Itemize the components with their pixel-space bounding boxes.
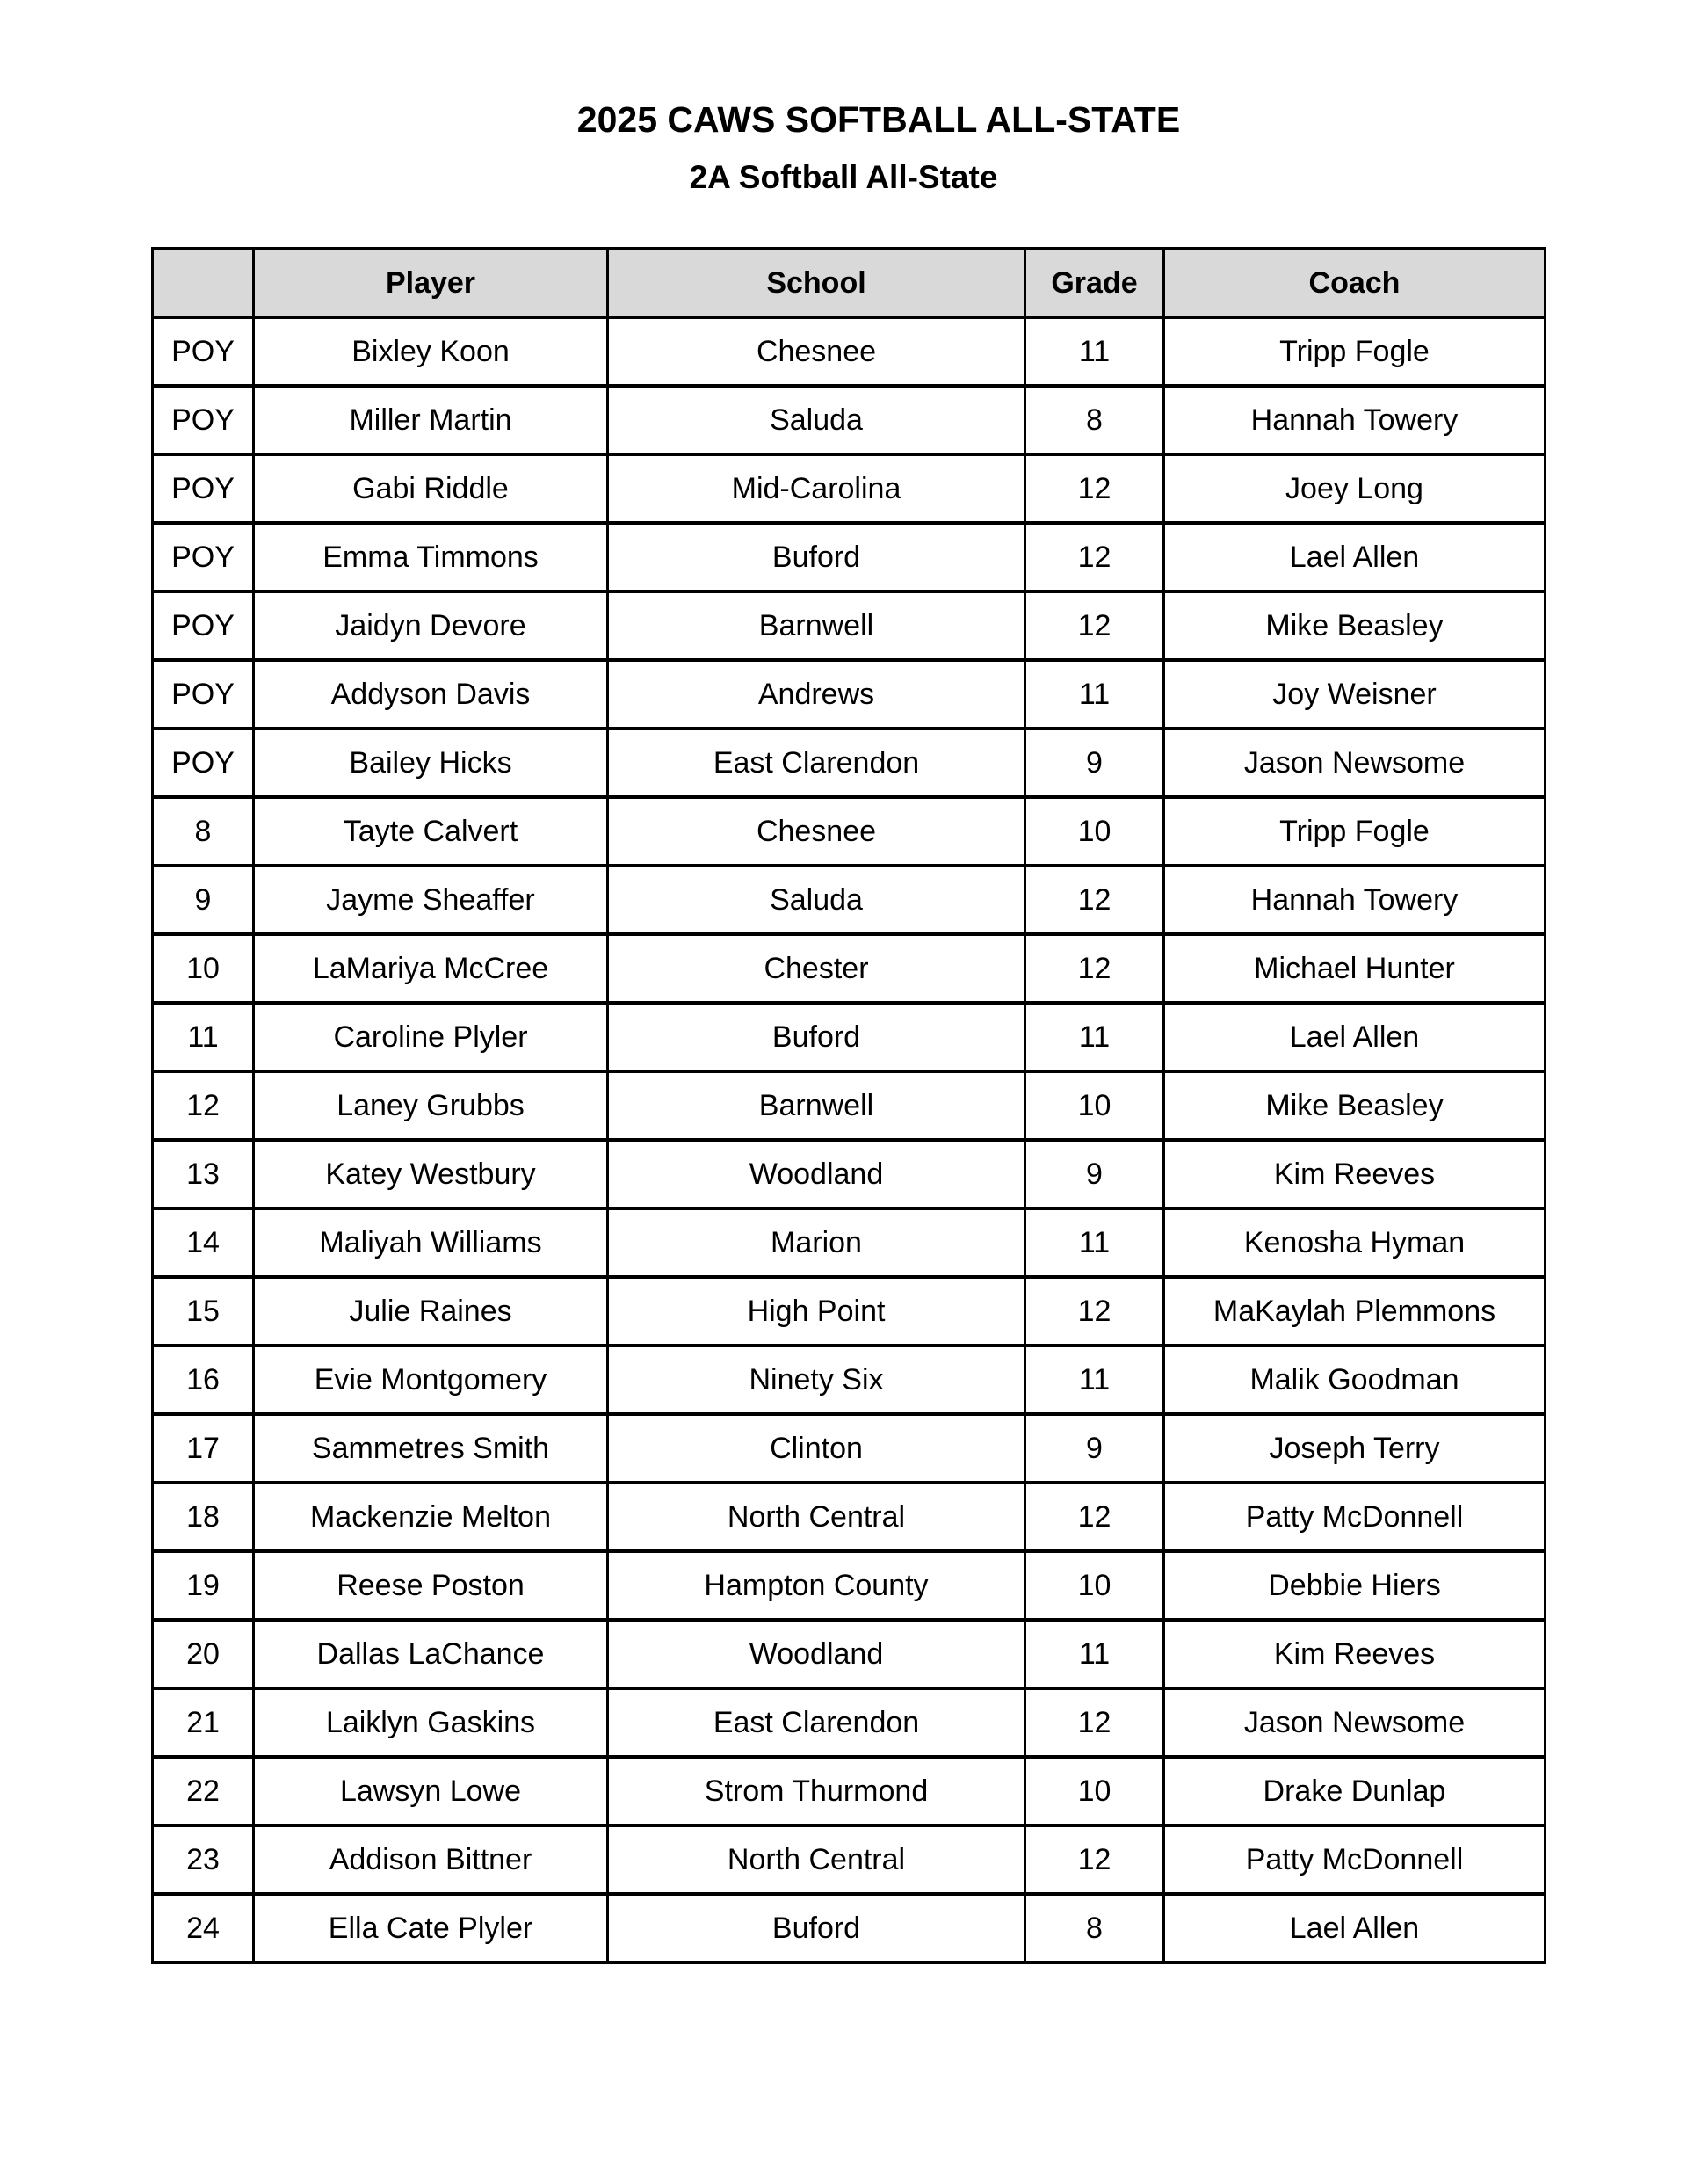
table-row <box>153 386 1546 454</box>
cell-coach: Kenosha Hyman <box>1164 1208 1546 1277</box>
cell-player: Lawsyn Lowe <box>254 1757 608 1825</box>
cell-coach: Mike Beasley <box>1164 1071 1546 1140</box>
cell-rank: 15 <box>153 1277 254 1346</box>
cell-coach: Debbie Hiers <box>1164 1551 1546 1620</box>
cell-player: Julie Raines <box>254 1277 608 1346</box>
cell-coach: Jason Newsome <box>1164 729 1546 797</box>
cell-rank: POY <box>153 454 254 523</box>
cell-grade: 11 <box>1025 317 1164 386</box>
cell-grade: 11 <box>1025 660 1164 729</box>
cell-coach: Joseph Terry <box>1164 1414 1546 1483</box>
cell-player: Tayte Calvert <box>254 797 608 866</box>
cell-rank: 12 <box>153 1071 254 1140</box>
cell-grade: 9 <box>1025 1140 1164 1208</box>
table-row <box>153 1757 1546 1825</box>
page-subtitle: 2A Softball All-State <box>689 159 998 195</box>
cell-grade: 12 <box>1025 591 1164 660</box>
cell-player: Bailey Hicks <box>254 729 608 797</box>
table-row <box>153 454 1546 523</box>
cell-coach: Lael Allen <box>1164 1003 1546 1071</box>
cell-coach: Joy Weisner <box>1164 660 1546 729</box>
cell-player: Evie Montgomery <box>254 1346 608 1414</box>
cell-player: Laney Grubbs <box>254 1071 608 1140</box>
cell-coach: Hannah Towery <box>1164 386 1546 454</box>
cell-school: Strom Thurmond <box>608 1757 1025 1825</box>
header-cell-coach: Coach <box>1164 249 1546 317</box>
cell-player: Maliyah Williams <box>254 1208 608 1277</box>
cell-rank: 18 <box>153 1483 254 1551</box>
table-row <box>153 1346 1546 1414</box>
cell-player: Sammetres Smith <box>254 1414 608 1483</box>
roster-table <box>151 247 1546 1964</box>
cell-grade: 11 <box>1025 1208 1164 1277</box>
cell-player: Dallas LaChance <box>254 1620 608 1688</box>
cell-coach: Tripp Fogle <box>1164 317 1546 386</box>
cell-school: Chesnee <box>608 797 1025 866</box>
cell-school: East Clarendon <box>608 729 1025 797</box>
table-row <box>153 1140 1546 1208</box>
cell-rank: 8 <box>153 797 254 866</box>
cell-rank: 21 <box>153 1688 254 1757</box>
cell-coach: Malik Goodman <box>1164 1346 1546 1414</box>
cell-grade: 12 <box>1025 1688 1164 1757</box>
cell-school: East Clarendon <box>608 1688 1025 1757</box>
table-row <box>153 1414 1546 1483</box>
cell-player: Addison Bittner <box>254 1825 608 1894</box>
cell-coach: Lael Allen <box>1164 523 1546 591</box>
cell-grade: 12 <box>1025 523 1164 591</box>
cell-school: Ninety Six <box>608 1346 1025 1414</box>
cell-rank: 10 <box>153 934 254 1003</box>
header-cell-school: School <box>608 249 1025 317</box>
cell-rank: POY <box>153 729 254 797</box>
cell-school: North Central <box>608 1825 1025 1894</box>
cell-school: Hampton County <box>608 1551 1025 1620</box>
cell-player: Emma Timmons <box>254 523 608 591</box>
cell-coach: Jason Newsome <box>1164 1688 1546 1757</box>
cell-rank: 20 <box>153 1620 254 1688</box>
cell-grade: 11 <box>1025 1620 1164 1688</box>
cell-player: Jayme Sheaffer <box>254 866 608 934</box>
table-row <box>153 591 1546 660</box>
table-row <box>153 1277 1546 1346</box>
cell-rank: POY <box>153 386 254 454</box>
cell-school: Saluda <box>608 866 1025 934</box>
cell-player: Mackenzie Melton <box>254 1483 608 1551</box>
table-row <box>153 1620 1546 1688</box>
cell-school: Buford <box>608 1894 1025 1963</box>
cell-grade: 11 <box>1025 1003 1164 1071</box>
cell-grade: 8 <box>1025 1894 1164 1963</box>
cell-grade: 10 <box>1025 1071 1164 1140</box>
cell-grade: 12 <box>1025 866 1164 934</box>
table-row <box>153 1208 1546 1277</box>
cell-rank: 24 <box>153 1894 254 1963</box>
cell-coach: Joey Long <box>1164 454 1546 523</box>
table-row <box>153 1071 1546 1140</box>
cell-rank: 9 <box>153 866 254 934</box>
cell-rank: 19 <box>153 1551 254 1620</box>
cell-school: North Central <box>608 1483 1025 1551</box>
table-row <box>153 1551 1546 1620</box>
cell-player: Caroline Plyler <box>254 1003 608 1071</box>
cell-grade: 12 <box>1025 934 1164 1003</box>
cell-school: Saluda <box>608 386 1025 454</box>
table-row <box>153 660 1546 729</box>
cell-school: Woodland <box>608 1620 1025 1688</box>
cell-player: Katey Westbury <box>254 1140 608 1208</box>
table-row <box>153 1825 1546 1894</box>
cell-rank: 23 <box>153 1825 254 1894</box>
cell-grade: 10 <box>1025 1757 1164 1825</box>
cell-grade: 10 <box>1025 1551 1164 1620</box>
cell-rank: POY <box>153 523 254 591</box>
cell-grade: 12 <box>1025 1825 1164 1894</box>
cell-coach: Tripp Fogle <box>1164 797 1546 866</box>
cell-coach: Hannah Towery <box>1164 866 1546 934</box>
cell-coach: Patty McDonnell <box>1164 1825 1546 1894</box>
cell-coach: Lael Allen <box>1164 1894 1546 1963</box>
table-row <box>153 866 1546 934</box>
cell-school: High Point <box>608 1277 1025 1346</box>
cell-rank: POY <box>153 591 254 660</box>
cell-school: Marion <box>608 1208 1025 1277</box>
cell-school: Clinton <box>608 1414 1025 1483</box>
page-title: 2025 CAWS SOFTBALL ALL-STATE <box>576 99 1181 140</box>
cell-school: Buford <box>608 523 1025 591</box>
cell-coach: Kim Reeves <box>1164 1620 1546 1688</box>
table-row <box>153 934 1546 1003</box>
cell-school: Chesnee <box>608 317 1025 386</box>
cell-rank: 17 <box>153 1414 254 1483</box>
header-cell-grade: Grade <box>1025 249 1164 317</box>
cell-player: Gabi Riddle <box>254 454 608 523</box>
table-row <box>153 1483 1546 1551</box>
cell-grade: 9 <box>1025 729 1164 797</box>
cell-player: Laiklyn Gaskins <box>254 1688 608 1757</box>
cell-school: Mid-Carolina <box>608 454 1025 523</box>
cell-player: Addyson Davis <box>254 660 608 729</box>
header-cell-rank <box>153 249 254 317</box>
table-row <box>153 797 1546 866</box>
cell-school: Chester <box>608 934 1025 1003</box>
cell-coach: Mike Beasley <box>1164 591 1546 660</box>
roster-table-body <box>153 317 1546 1963</box>
cell-grade: 12 <box>1025 454 1164 523</box>
cell-school: Woodland <box>608 1140 1025 1208</box>
cell-player: Miller Martin <box>254 386 608 454</box>
table-row <box>153 1894 1546 1963</box>
table-header-row <box>153 249 1546 317</box>
cell-player: Bixley Koon <box>254 317 608 386</box>
cell-rank: 14 <box>153 1208 254 1277</box>
cell-school: Buford <box>608 1003 1025 1071</box>
cell-coach: Patty McDonnell <box>1164 1483 1546 1551</box>
cell-rank: 11 <box>153 1003 254 1071</box>
cell-grade: 9 <box>1025 1414 1164 1483</box>
cell-player: LaMariya McCree <box>254 934 608 1003</box>
cell-grade: 10 <box>1025 797 1164 866</box>
cell-coach: Michael Hunter <box>1164 934 1546 1003</box>
cell-coach: MaKaylah Plemmons <box>1164 1277 1546 1346</box>
table-row <box>153 317 1546 386</box>
cell-rank: POY <box>153 660 254 729</box>
cell-rank: POY <box>153 317 254 386</box>
cell-coach: Kim Reeves <box>1164 1140 1546 1208</box>
cell-grade: 8 <box>1025 386 1164 454</box>
table-row <box>153 1003 1546 1071</box>
cell-coach: Drake Dunlap <box>1164 1757 1546 1825</box>
cell-school: Andrews <box>608 660 1025 729</box>
cell-grade: 11 <box>1025 1346 1164 1414</box>
cell-player: Jaidyn Devore <box>254 591 608 660</box>
cell-player: Ella Cate Plyler <box>254 1894 608 1963</box>
table-row <box>153 523 1546 591</box>
cell-rank: 13 <box>153 1140 254 1208</box>
cell-rank: 16 <box>153 1346 254 1414</box>
cell-school: Barnwell <box>608 1071 1025 1140</box>
cell-player: Reese Poston <box>254 1551 608 1620</box>
cell-school: Barnwell <box>608 591 1025 660</box>
cell-grade: 12 <box>1025 1483 1164 1551</box>
cell-grade: 12 <box>1025 1277 1164 1346</box>
header-cell-player: Player <box>254 249 608 317</box>
cell-rank: 22 <box>153 1757 254 1825</box>
table-row <box>153 1688 1546 1757</box>
table-row <box>153 729 1546 797</box>
